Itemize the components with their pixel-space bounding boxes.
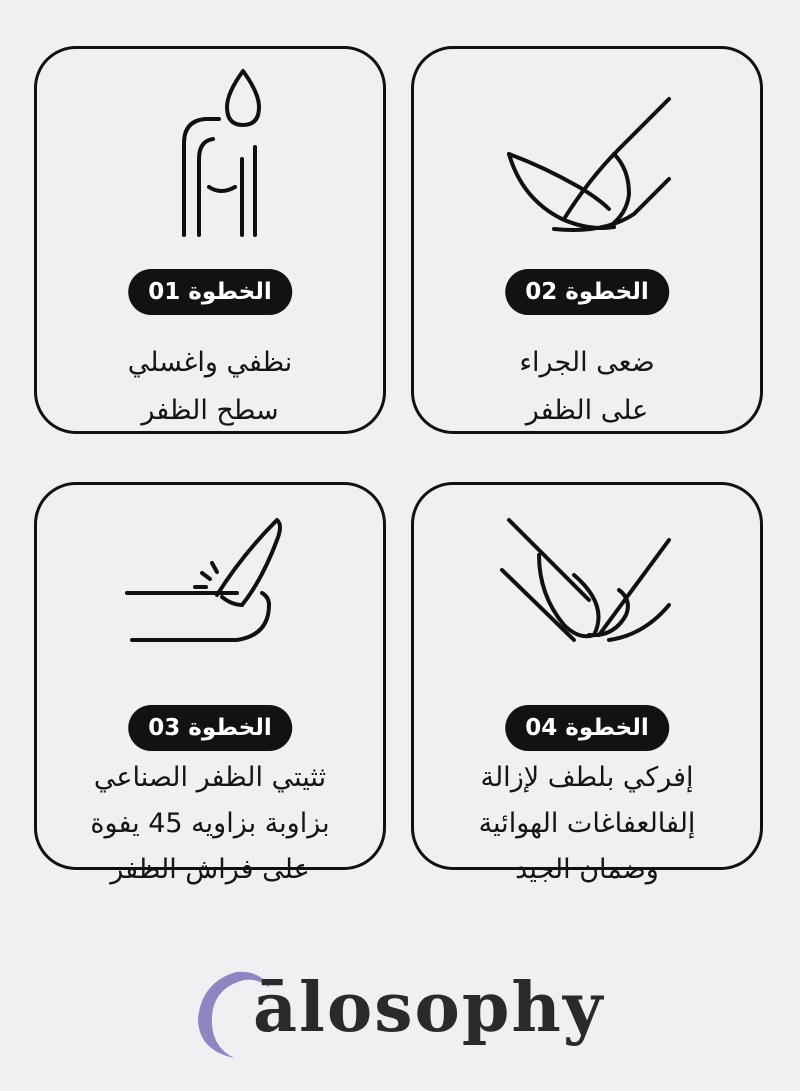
description-line: إلفالعفاغات الهوائية [478, 808, 696, 839]
description-line: ضعى الجراء [519, 347, 655, 378]
angle-press-nail-icon [37, 485, 389, 705]
step-badge: الخطوة 04 [505, 705, 669, 751]
description-line: على الظفر [525, 395, 649, 426]
step-description [47, 339, 373, 435]
step-badge: الخطوة 03 [128, 705, 292, 751]
step-description [47, 755, 373, 893]
step-card-1 [34, 46, 386, 434]
description-line: على فراش الظفر [110, 854, 310, 885]
step-card-4 [411, 482, 763, 885]
step-badge: الخطوة 01 [128, 269, 292, 315]
step-description [424, 755, 750, 893]
step-card-2 [411, 46, 763, 434]
description-line: نظفي واغسلي [127, 347, 293, 378]
brand-logo [188, 958, 628, 1068]
finger-nail-drop-icon [37, 49, 389, 269]
description-line: إفركي بلطف لإزالة [480, 762, 694, 793]
rub-nail-icon [414, 485, 766, 705]
description-line: بزاوبة بزاويه 45 يفوة [90, 808, 330, 839]
description-line: سطح الظفر [141, 395, 279, 426]
step-badge: الخطوة 02 [505, 269, 669, 315]
step-description [424, 339, 750, 435]
apply-nail-icon [414, 49, 766, 269]
step-card-3 [34, 482, 386, 885]
description-line: ثثيتي الظفر الصناعي [93, 762, 327, 793]
logo-wordmark: ālosophy [253, 968, 605, 1048]
description-line: وضمان الجيد [515, 854, 659, 885]
